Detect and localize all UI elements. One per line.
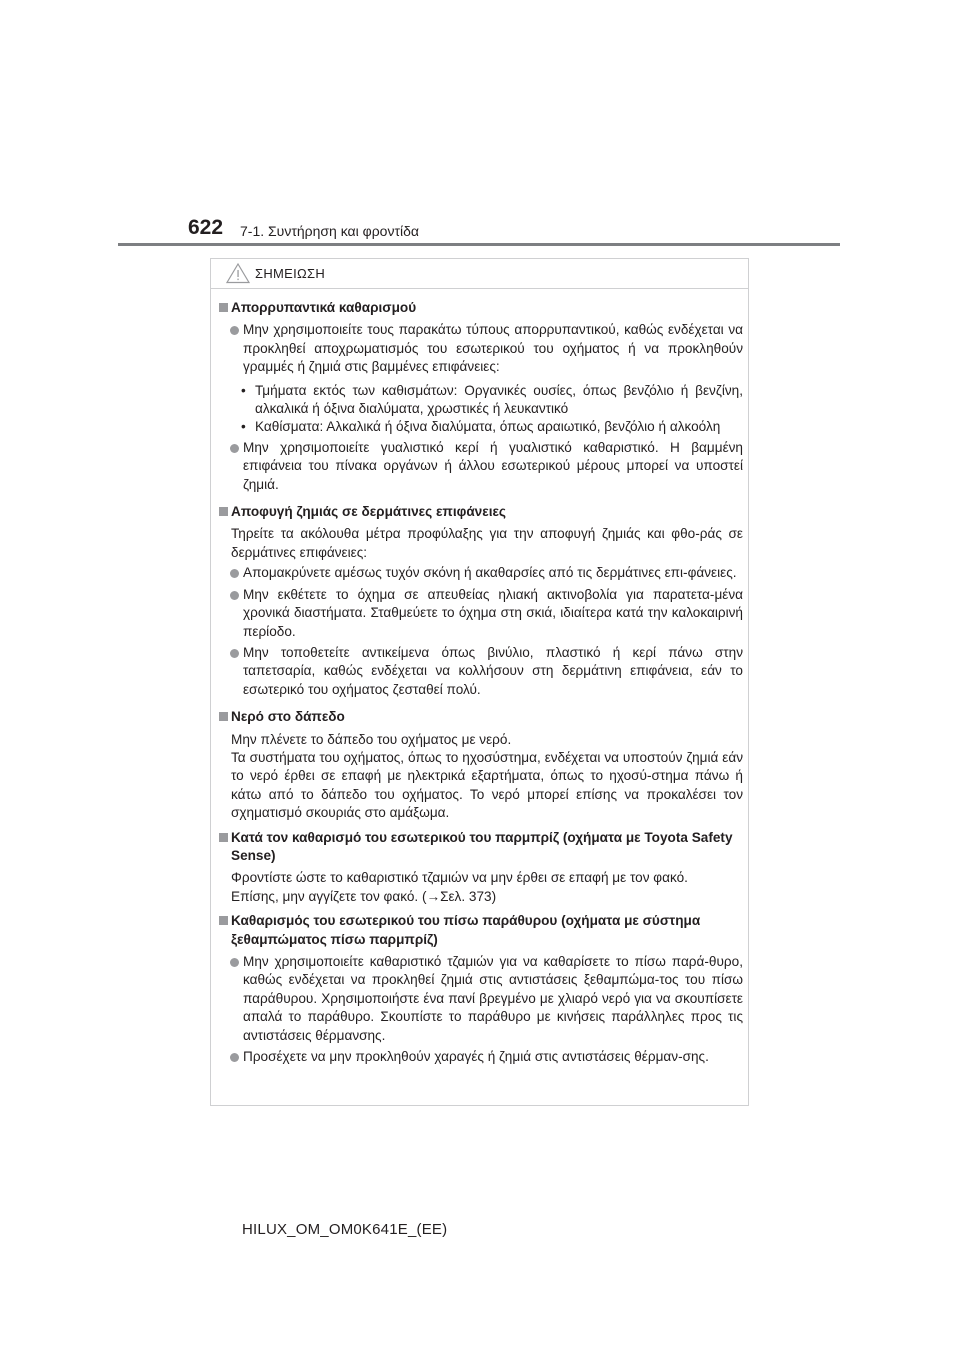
section-heading bbox=[219, 299, 743, 317]
square-bullet-icon bbox=[219, 303, 228, 312]
list-item bbox=[219, 586, 743, 641]
dot-bullet-icon: • bbox=[241, 419, 246, 435]
paragraph: Φροντίστε ώστε το καθαριστικό τζαμιών να μην έρθει σε επαφή με τον φακό. bbox=[231, 870, 688, 886]
list-item bbox=[219, 564, 743, 582]
heading-text: Αποφυγή ζημιάς σε δερμάτινες επιφάνειες bbox=[231, 504, 506, 520]
bullet-text: Απομακρύνετε αμέσως τυχόν σκόνη ή ακαθαρσίες από τις δερμάτινες επι-φάνειες. bbox=[243, 565, 737, 581]
circle-bullet-icon bbox=[230, 326, 239, 335]
bullet-text: Προσέχετε να μην προκληθούν χαραγές ή ζημιά στις αντιστάσεις θέρμαν-σης. bbox=[243, 1049, 709, 1065]
note-content bbox=[219, 299, 743, 1069]
heading-text: Καθαρισμός του εσωτερικού του πίσω παράθυρου (οχήματα με σύστημα ξεθαμπώματος πίσω παρμπρίζ) bbox=[231, 913, 701, 947]
square-bullet-icon bbox=[219, 833, 228, 842]
bullet-text: Μην χρησιμοποιείτε καθαριστικό τζαμιών για να καθαρίσετε το πίσω παρά-θυρο, καθώς ενδέχεται να προκληθεί ζημιά στις αντιστάσεις ξεθαμπώμα-τος του πίσω παράθυρου. Χρησιμοποιήστε ένα πανί βρεγμένο με χλιαρό νερό για να σκουπίσετε απαλά το παράθυρο. Σκουπίστε το παράθυρο με κινήσεις παράλληλες προς τις αντιστάσεις θέρμανσης. bbox=[243, 954, 743, 1043]
section-heading bbox=[219, 503, 743, 521]
heading-text: Απορρυπαντικά καθαρισμού bbox=[231, 300, 417, 315]
square-bullet-icon bbox=[219, 507, 228, 516]
circle-bullet-icon bbox=[230, 444, 239, 453]
dot-bullet-icon: • bbox=[241, 382, 246, 398]
list-item bbox=[219, 953, 743, 1045]
section-title: 7-1. Συντήρηση και φροντίδα bbox=[240, 223, 419, 239]
page-number: 622 bbox=[188, 216, 224, 239]
circle-bullet-icon bbox=[230, 958, 239, 967]
note-label: ΣΗΜΕΙΩΣΗ bbox=[255, 266, 326, 281]
sub-item-text: Καθίσματα: Αλκαλικά ή όξινα διαλύματα, όπως αραιωτικό, βενζόλιο ή αλκοόλη bbox=[255, 419, 721, 435]
paragraph: Τηρείτε τα ακόλουθα μέτρα προφύλαξης για την αποφυγή ζημιάς και φθο-ράς σε δερμάτινες επιφάνειες: bbox=[231, 526, 743, 560]
heading-text: Νερό στο δάπεδο bbox=[231, 709, 345, 725]
heading-text: Κατά τον καθαρισμό του εσωτερικού του παρμπρίζ (οχήματα με Toyota Safety Sense) bbox=[231, 829, 733, 863]
warning-triangle-icon bbox=[225, 262, 251, 284]
bullet-text: Μην χρησιμοποιείτε τους παρακάτω τύπους απορρυπαντικού, καθώς ενδέχεται να προκληθεί αποχρωματισμός του εσωτερικού του οχήματος ή να προκληθούν γραμμές ή ζημιά στις βαμμένες επιφάνειες: bbox=[243, 322, 743, 375]
square-bullet-icon bbox=[219, 712, 228, 721]
section-heading bbox=[219, 912, 743, 949]
circle-bullet-icon bbox=[230, 591, 239, 600]
circle-bullet-icon bbox=[230, 1053, 239, 1062]
list-item bbox=[219, 644, 743, 699]
square-bullet-icon bbox=[219, 916, 228, 925]
note-header bbox=[211, 259, 748, 289]
circle-bullet-icon bbox=[230, 569, 239, 578]
section-heading bbox=[219, 829, 743, 866]
list-item bbox=[219, 321, 743, 376]
sub-list-item bbox=[219, 418, 743, 436]
note-box bbox=[210, 258, 749, 1106]
bullet-text: Μην εκθέτετε το όχημα σε απευθείας ηλιακή ακτινοβολία για παρατετα-μένα χρονικά διαστήματα. Σταθμεύετε το όχημα στη σκιά, ιδιαίτερα κατά την καλοκαιρινή περίοδο. bbox=[243, 586, 743, 639]
paragraph: Επίσης, μην αγγίζετε τον φακό. (→Σελ. 373) bbox=[231, 888, 497, 904]
sub-list-item bbox=[219, 382, 743, 419]
document-id: HILUX_OM_OM0K641E_(EE) bbox=[242, 1221, 448, 1238]
list-item bbox=[219, 1048, 743, 1066]
bullet-text: Μην τοποθετείτε αντικείμενα όπως βινύλιο, πλαστικό ή κερί πάνω στην ταπετσαρία, καθώς ενδέχεται να κολλήσουν στη δερμάτινη επιφάνεια, εάν το εσωτερικό του οχήματος ζεσταθεί πολύ. bbox=[243, 644, 743, 697]
page-header bbox=[118, 210, 840, 246]
paragraph: Μην πλένετε το δάπεδο του οχήματος με νερό. bbox=[231, 731, 512, 747]
section-heading bbox=[219, 708, 743, 726]
circle-bullet-icon bbox=[230, 649, 239, 658]
paragraph: Τα συστήματα του οχήματος, όπως το ηχοσύστημα, ενδέχεται να υποστούν ζημιά εάν το νερό έρθει σε επαφή με ηλεκτρικά εξαρτήματα, όπως το ηχοσύ-στημα πάνω ή κάτω από το δάπεδο του οχήματος. Το νερό μπορεί επίσης να προκαλέσει τον σχηματισμό σκουριάς στο αμάξωμα. bbox=[231, 749, 743, 821]
list-item bbox=[219, 439, 743, 494]
sub-item-text: Τμήματα εκτός των καθισμάτων: Οργανικές ουσίες, όπως βενζόλιο ή βενζίνη, αλκαλικά ή όξινα διαλύματα, χρωστικές ή λευκαντικό bbox=[255, 382, 743, 417]
header-rule bbox=[118, 243, 840, 246]
bullet-text: Μην χρησιμοποιείτε γυαλιστικό κερί ή γυαλιστικό καθαριστικό. Η βαμμένη επιφάνεια του πίνακα οργάνων ή άλλου εσωτερικού μέρους μπορεί να υποστεί ζημιά. bbox=[243, 439, 743, 492]
